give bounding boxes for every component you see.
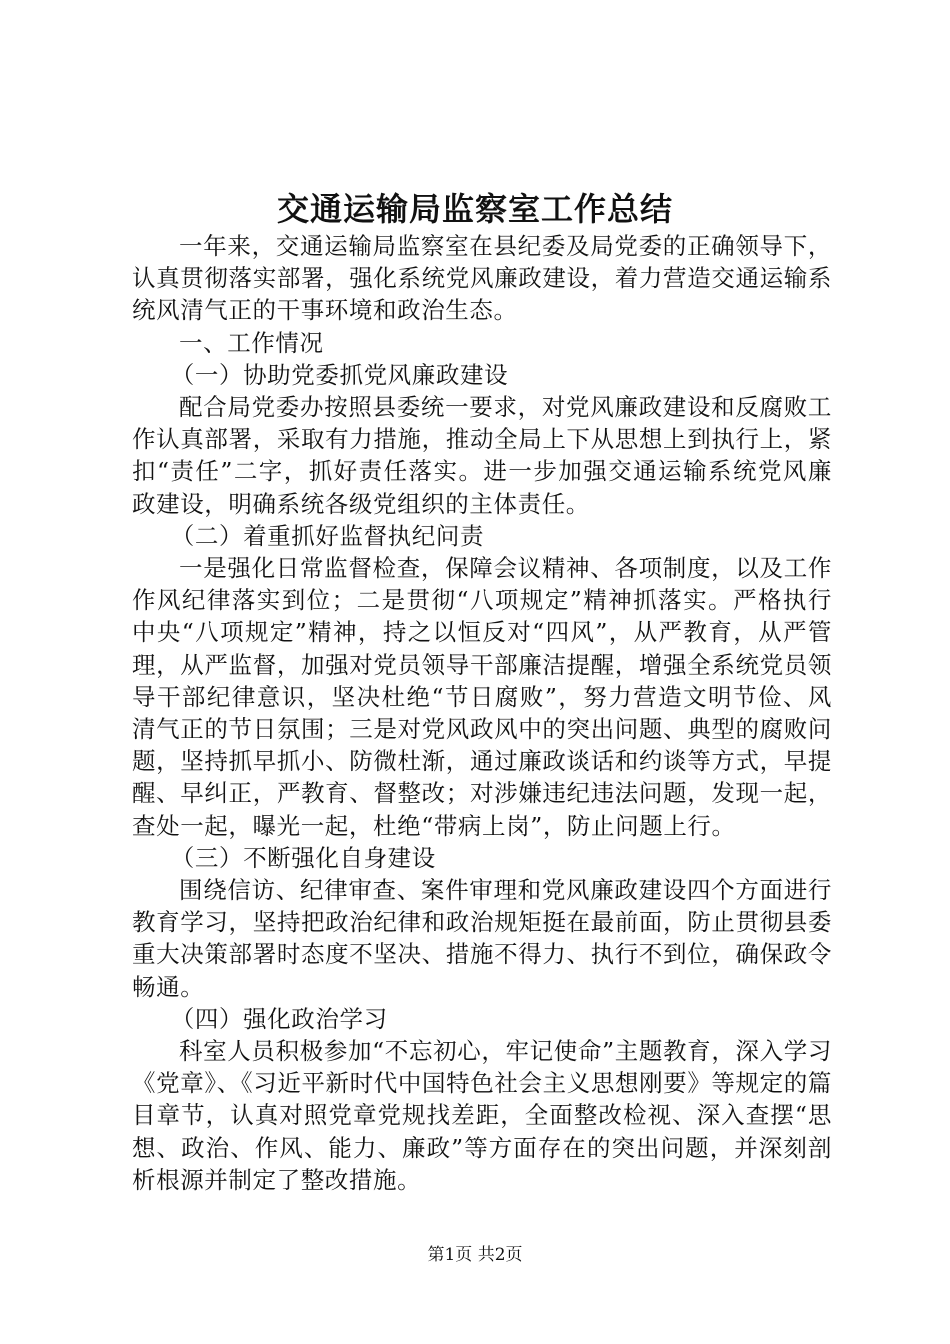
- document-title: 交通运输局监察室工作总结: [276, 190, 673, 228]
- section-heading-work-status: 一、工作情况: [179, 328, 324, 357]
- subsection-paragraph-3: 围绕信访、纪律审查、案件审理和党风廉政建设四个方面进行教育学习，坚持把政治纪律和政治规矩挺在最前面，防止贯彻县委重大决策部署时态度不坚决、措施不得力、执行不到位，确保政令畅通。: [132, 876, 832, 1001]
- page-footer: 第1页 共2页: [427, 1245, 523, 1265]
- subsection-heading-1: （一）协助党委抓党风廉政建设: [170, 360, 509, 389]
- subsection-paragraph-1: 配合局党委办按照县委统一要求，对党风廉政建设和反腐败工作认真部署，采取有力措施，推动全局上下从思想上到执行上，紧扣“责任”二字，抓好责任落实。进一步加强交通运输系统党风廉政建设，明确系统各级党组织的主体责任。: [132, 393, 832, 518]
- subsection-heading-2: （二）着重抓好监督执纪问责: [170, 521, 485, 550]
- subsection-heading-4: （四）强化政治学习: [170, 1004, 388, 1033]
- subsection-paragraph-4: 科室人员积极参加“不忘初心，牢记使命”主题教育，深入学习《党章》、《习近平新时代中国特色社会主义思想刚要》等规定的篇目章节，认真对照党章党规找差距，全面整改检视、深入查摆“思想、政治、作风、能力、廉政”等方面存在的突出问题，并深刻剖析根源并制定了整改措施。: [132, 1037, 832, 1194]
- subsection-heading-3: （三）不断强化自身建设: [170, 843, 436, 872]
- document-body: [132, 230, 832, 1196]
- intro-paragraph: 一年来，交通运输局监察室在县纪委及局党委的正确领导下，认真贯彻落实部署，强化系统党风廉政建设，着力营造交通运输系统风清气正的干事环境和政治生态。: [132, 232, 832, 325]
- subsection-paragraph-2: 一是强化日常监督检查，保障会议精神、各项制度，以及工作作风纪律落实到位；二是贯彻“八项规定”精神抓落实。严格执行中央“八项规定”精神，持之以恒反对“四风”，从严教育，从严管理，从严监督，加强对党员领导干部廉洁提醒，增强全系统党员领导干部纪律意识，坚决杜绝“节日腐败”，努力营造文明节俭、风清气正的节日氛围；三是对党风政风中的突出问题、典型的腐败问题，坚持抓早抓小、防微杜渐，通过廉政谈话和约谈等方式，早提醒、早纠正，严教育、督整改；对涉嫌违纪违法问题，发现一起，查处一起，曝光一起，杜绝“带病上岗”，防止问题上行。: [132, 554, 832, 840]
